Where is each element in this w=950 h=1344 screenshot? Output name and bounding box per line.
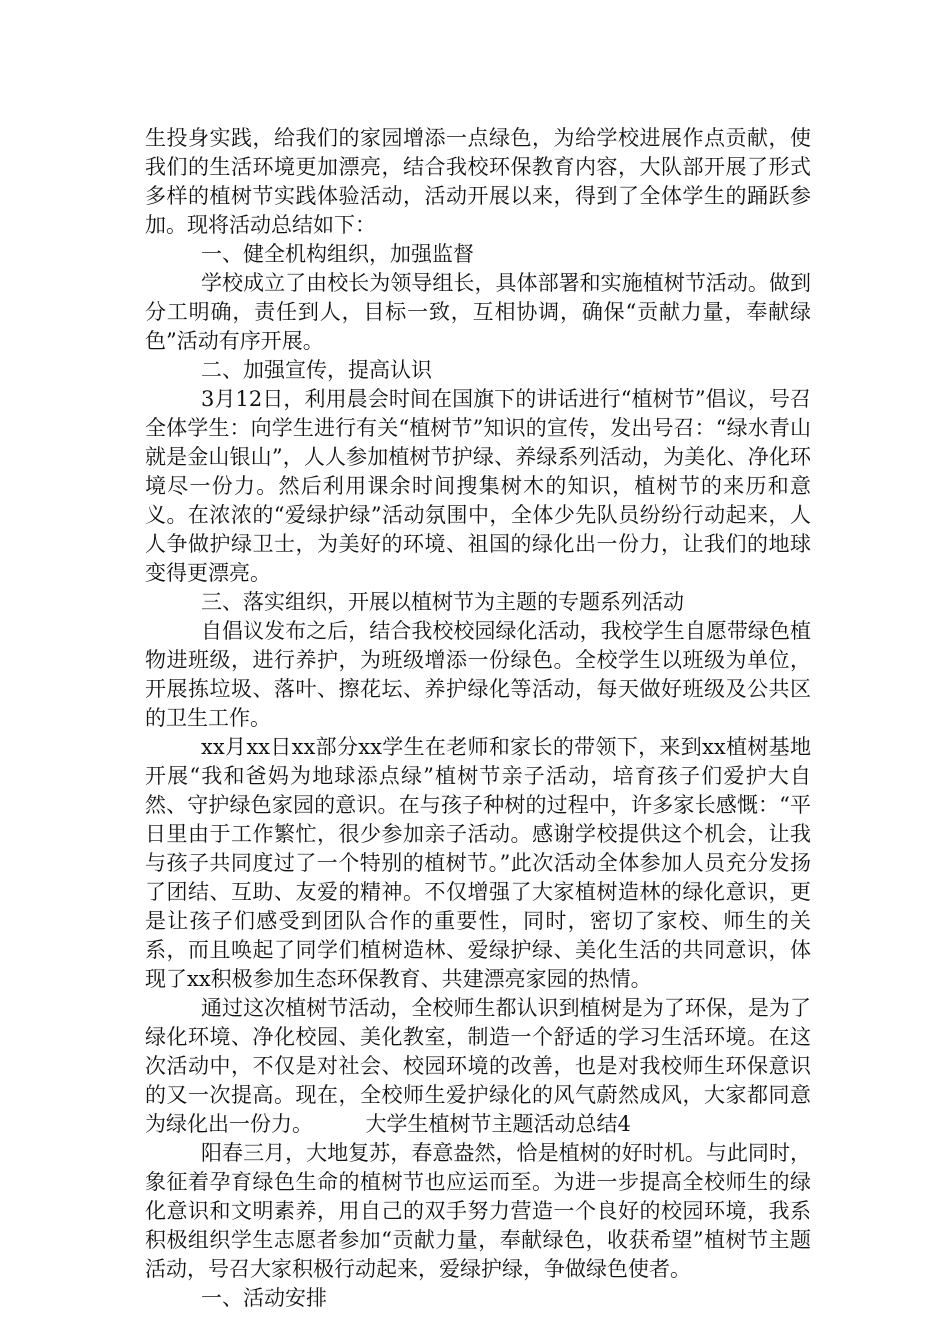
- document-page: [145, 124, 811, 1313]
- body-paragraph: 自倡议发布之后，结合我校校园绿化活动，我校学生自愿带绿色植物进班级，进行养护，为班级增添一份绿色。全校学生以班级为单位，开展拣垃圾、落叶、擦花坛、养护绿化等活动，每天做好班级及公共区的卫生工作。: [145, 619, 811, 730]
- body-paragraph: 通过这次植树节活动，全校师生都认识到植树是为了环保，是为了绿化环境、净化校园、美化教室，制造一个舒适的学习生活环境。在这次活动中，不仅是对社会、校园环境的改善，也是对我校师生环保意识的又一次提高。现在，全校师生爱护绿化的风气蔚然成风，大家都同意为绿化出一份力。 大学生植树节主题活动总结4: [145, 996, 811, 1136]
- section-heading-1: 一、健全机构组织，加强监督: [201, 242, 474, 266]
- section-heading-2: 二、加强宣传，提高认识: [201, 358, 432, 382]
- body-paragraph: 学校成立了由校长为领导组长，具体部署和实施植树节活动。做到分工明确，责任到人，目标一致，互相协调，确保“贡献力量，奉献绿色”活动有序开展。: [145, 271, 811, 353]
- intro-paragraph: 生投身实践，给我们的家园增添一点绿色，为给学校进展作点贡献，使我们的生活环境更加漂亮，结合我校环保教育内容，大队部开展了形式多样的植树节实践体验活动，活动开展以来，得到了全体学生的踊跃参加。现将活动总结如下：: [145, 126, 811, 237]
- section-heading-activity: 一、活动安排: [201, 1286, 327, 1310]
- section-heading-3: 三、落实组织，开展以植树节为主题的专题系列活动: [201, 590, 684, 614]
- body-paragraph: xx月xx日xx部分xx学生在老师和家长的带领下，来到xx植树基地开展“我和爸妈为地球添点绿”植树节亲子活动，培育孩子们爱护大自然、守护绿色家园的意识。在与孩子种树的过程中，许多家长感慨：“平日里由于工作繁忙，很少参加亲子活动。感谢学校提供这个机会，让我与孩子共同度过了一个特别的植树节。”此次活动全体参加人员充分发扬了团结、互助、友爱的精神。不仅增强了大家植树造林的绿化意识，更是让孩子们感受到团队合作的重要性，同时，密切了家校、师生的关系，而且唤起了同学们植树造林、爱绿护绿、美化生活的共同意识，体现了xx积极参加生态环保教育、共建漂亮家园的热情。: [145, 735, 811, 991]
- body-paragraph: 阳春三月，大地复苏，春意盎然，恰是植树的好时机。与此同时，象征着孕育绿色生命的植树节也应运而至。为进一步提高全校师生的绿化意识和文明素养，用自己的双手努力营造一个良好的校园环境，我系积极组织学生志愿者参加“贡献力量，奉献绿色，收获希望”植树节主题活动，号召大家积极行动起来，爱绿护绿，争做绿色使者。: [145, 1141, 811, 1281]
- body-paragraph: 3月12日，利用晨会时间在国旗下的讲话进行“植树节”倡议，号召全体学生：向学生进行有关“植树节”知识的宣传，发出号召：“绿水青山就是金山银山”，人人参加植树节护绿、养绿系列活动，为美化、净化环境尽一份力。然后利用课余时间搜集树木的知识，植树节的来历和意义。在浓浓的“爱绿护绿”活动氛围中，全体少先队员纷纷行动起来，人人争做护绿卫士，为美好的环境、祖国的绿化出一份力，让我们的地球变得更漂亮。: [145, 387, 811, 585]
